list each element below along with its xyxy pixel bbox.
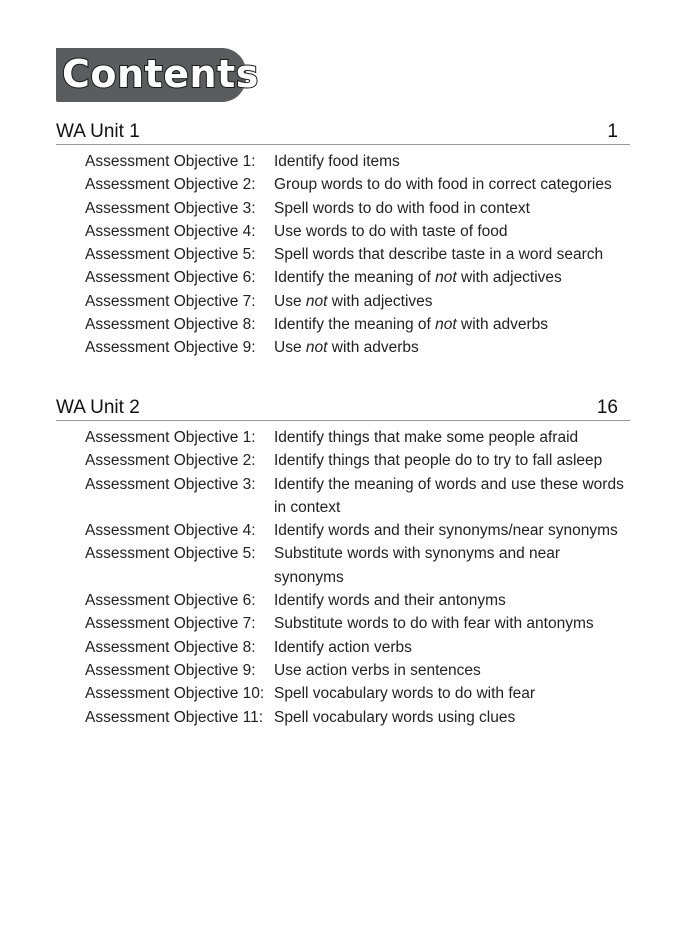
- description-text: Use action verbs in sentences: [274, 661, 481, 679]
- description-text: with adjectives: [456, 269, 562, 287]
- unit-page-number: 16: [596, 397, 618, 418]
- objective-row: [56, 336, 630, 359]
- objective-label: Assessment Objective 6:: [85, 269, 256, 287]
- objective-description: [274, 636, 630, 659]
- page-title: Contents: [62, 52, 259, 96]
- objective-row: [56, 519, 630, 542]
- objective-label: Assessment Objective 8:: [85, 638, 256, 656]
- description-text: Identify things that make some people afraid: [274, 429, 579, 446]
- objective-label: Assessment Objective 8:: [85, 316, 256, 334]
- objective-description: [274, 197, 630, 220]
- objective-description: [274, 173, 630, 196]
- description-text: Use: [274, 292, 306, 310]
- objective-description: [274, 473, 630, 520]
- description-text: Spell words that describe taste in a word search: [274, 246, 604, 264]
- description-text: Substitute words to do with fear with antonyms: [274, 615, 594, 633]
- objective-label: Assessment Objective 4:: [85, 222, 256, 240]
- description-text: Identify action verbs: [274, 638, 412, 656]
- objective-label: Assessment Objective 4:: [85, 522, 256, 540]
- emphasis-text: not: [305, 339, 328, 357]
- objective-row: [56, 589, 630, 612]
- objective-label: Assessment Objective 11:: [85, 708, 264, 726]
- objective-label: Assessment Objective 9:: [85, 661, 256, 679]
- objective-label: Assessment Objective 3:: [85, 199, 256, 217]
- objective-row: [56, 426, 630, 449]
- description-text: Identify food items: [274, 153, 400, 170]
- unit-page-number: 1: [607, 121, 618, 142]
- unit-header: [56, 396, 630, 421]
- description-text: with adverbs: [327, 339, 419, 357]
- objective-label: Assessment Objective 1:: [85, 153, 256, 170]
- objective-row: [56, 197, 630, 220]
- objective-row: [56, 266, 630, 289]
- objective-row: [56, 173, 630, 196]
- objective-description: [274, 336, 630, 359]
- objective-row: [56, 220, 630, 243]
- objective-description: [274, 589, 630, 612]
- objective-label: Assessment Objective 10:: [85, 685, 265, 703]
- description-text: Use: [274, 339, 306, 357]
- objective-label: Assessment Objective 9:: [85, 339, 256, 357]
- emphasis-text: not: [435, 269, 457, 287]
- description-text: Use words to do with taste of food: [274, 222, 508, 240]
- description-text: with adverbs: [456, 316, 549, 334]
- objective-description: [274, 290, 630, 313]
- objective-row: [56, 473, 630, 520]
- description-text: Spell vocabulary words using clues: [274, 708, 516, 726]
- objective-label: Assessment Objective 7:: [85, 615, 256, 633]
- unit-header: [56, 120, 630, 145]
- objective-row: [56, 243, 630, 266]
- objective-description: [274, 313, 630, 336]
- objective-description: [274, 659, 630, 682]
- objective-row: [56, 612, 630, 635]
- objective-list: [56, 150, 630, 360]
- description-text: Identify the meaning of words and use these words in context: [274, 475, 624, 516]
- description-text: Identify words and their antonyms: [274, 592, 506, 610]
- objective-description: [274, 150, 630, 173]
- objective-description: [274, 612, 630, 635]
- description-text: with adjectives: [327, 292, 433, 310]
- description-text: Spell words to do with food in context: [274, 199, 530, 217]
- objective-description: [274, 706, 630, 729]
- objective-row: [56, 150, 630, 173]
- description-text: Identify things that people do to try to fall asleep: [274, 452, 603, 470]
- objective-row: [56, 313, 630, 336]
- objective-label: Assessment Objective 7:: [85, 292, 256, 310]
- objective-row: [56, 542, 630, 589]
- unit-section: [56, 120, 630, 360]
- description-text: Identify the meaning of: [274, 269, 436, 287]
- unit-section: [56, 396, 630, 729]
- objective-row: [56, 659, 630, 682]
- objective-row: [56, 449, 630, 472]
- unit-title: WA Unit 1: [56, 121, 140, 142]
- objective-description: [274, 682, 630, 705]
- objective-label: Assessment Objective 5:: [85, 246, 256, 264]
- description-text: Identify the meaning of: [274, 316, 436, 334]
- objective-row: [56, 706, 630, 729]
- emphasis-text: not: [305, 292, 328, 310]
- objective-description: [274, 220, 630, 243]
- objective-row: [56, 682, 630, 705]
- objective-label: Assessment Objective 2:: [85, 176, 256, 194]
- objective-label: Assessment Objective 2:: [85, 452, 256, 470]
- objective-row: [56, 290, 630, 313]
- unit-title: WA Unit 2: [56, 397, 140, 418]
- objective-description: [274, 243, 630, 266]
- description-text: Identify words and their synonyms/near synonyms: [274, 522, 618, 540]
- description-text: Substitute words with synonyms and near synonyms: [274, 545, 561, 586]
- objective-description: [274, 519, 630, 542]
- description-text: Group words to do with food in correct categories: [274, 176, 612, 194]
- description-text: Spell vocabulary words to do with fear: [274, 685, 536, 703]
- objective-description: [274, 542, 630, 589]
- objective-label: Assessment Objective 3:: [85, 475, 256, 493]
- objective-label: Assessment Objective 5:: [85, 545, 256, 563]
- objective-description: [274, 426, 630, 449]
- objective-description: [274, 266, 630, 289]
- objective-description: [274, 449, 630, 472]
- objective-list: [56, 426, 630, 729]
- objective-row: [56, 636, 630, 659]
- objective-label: Assessment Objective 6:: [85, 592, 256, 610]
- objective-label: Assessment Objective 1:: [85, 429, 256, 446]
- emphasis-text: not: [435, 316, 457, 334]
